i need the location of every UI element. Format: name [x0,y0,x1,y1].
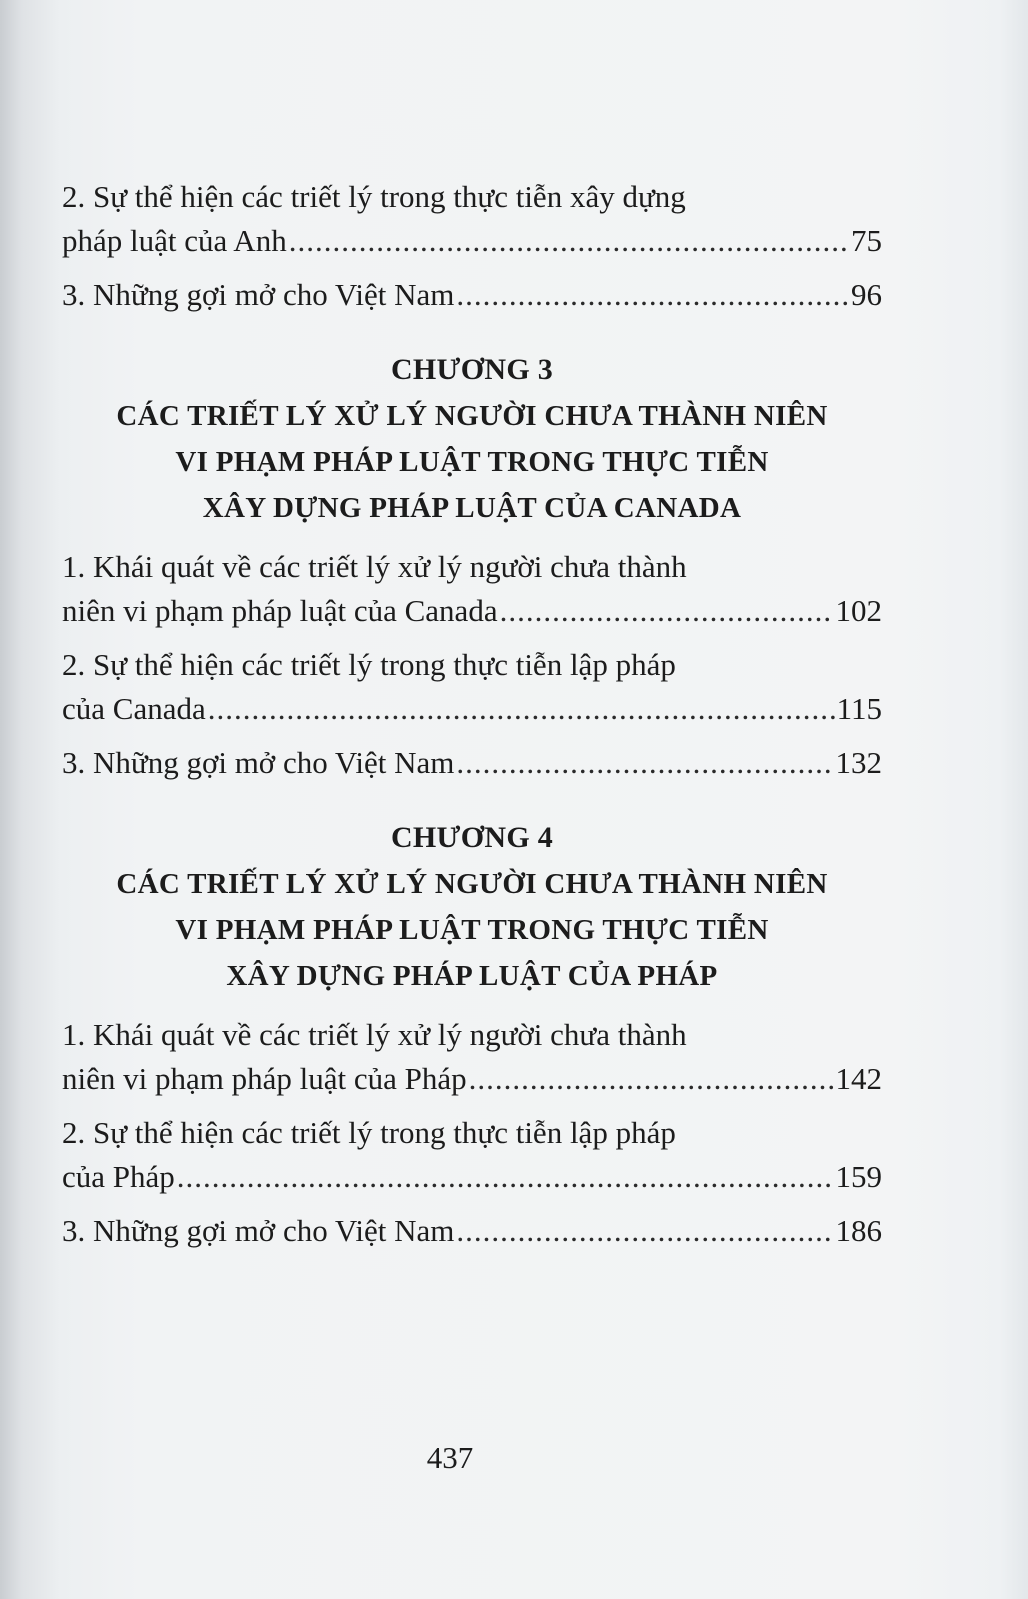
toc-leader-dots [208,687,835,731]
toc-entry [62,1111,882,1199]
toc-entry-text: của Pháp [62,1159,175,1194]
toc-page-number: 142 [835,1061,882,1096]
toc-page-number: 186 [835,1213,882,1248]
toc-page-number: 102 [835,593,882,628]
toc-entry-text: 3. Những gợi mở cho Việt Nam [62,1213,455,1248]
toc-entry [62,175,882,263]
toc-page-number: 96 [851,277,882,312]
toc-entry-text: 3. Những gợi mở cho Việt Nam [62,745,455,780]
toc-entry [62,545,882,633]
toc-continuation [62,175,882,317]
chapter-title-line: XÂY DỰNG PHÁP LUẬT CỦA CANADA [202,492,742,524]
toc-entry [62,741,882,785]
table-of-contents [62,175,882,1263]
toc-page-number: 75 [851,223,882,258]
toc-entry [62,1209,882,1253]
toc-page-number: 132 [835,745,882,780]
toc-entry-line: 1. Khái quát về các triết lý xử lý người chưa thành [62,549,687,584]
toc-entry-text: của Canada [62,691,206,726]
toc-entry-text: pháp luật của Anh [62,223,287,258]
chapter-label: CHƯƠNG 4 [390,821,554,854]
toc-entry-line: 1. Khái quát về các triết lý xử lý người chưa thành [62,1017,687,1052]
chapter-heading [62,815,882,999]
page-number: 437 [426,1440,474,1475]
chapter-label: CHƯƠNG 3 [390,353,554,386]
chapter-title-line: CÁC TRIẾT LÝ XỬ LÝ NGƯỜI CHƯA THÀNH NIÊN [116,868,828,900]
toc-entry-text: niên vi phạm pháp luật của Pháp [62,1061,467,1096]
chapter-3-section [62,347,882,785]
toc-entry [62,1013,882,1101]
chapter-title-line: VI PHẠM PHÁP LUẬT TRONG THỰC TIỄN [175,446,769,478]
toc-leader-dots [500,589,834,633]
chapter-4-section [62,815,882,1253]
toc-leader-dots [469,1057,834,1101]
chapter-title-line: VI PHẠM PHÁP LUẬT TRONG THỰC TIỄN [175,914,769,946]
toc-entry-line: 2. Sự thể hiện các triết lý trong thực tiễn xây dựng [62,179,686,214]
toc-leader-dots [456,273,849,317]
chapter-heading [62,347,882,531]
toc-leader-dots [177,1155,834,1199]
chapter-title-line: XÂY DỰNG PHÁP LUẬT CỦA PHÁP [226,960,718,992]
toc-entry-line: 2. Sự thể hiện các triết lý trong thực tiễn lập pháp [62,647,676,682]
toc-leader-dots [456,1209,833,1253]
toc-page-number: 159 [835,1159,882,1194]
chapter-title-line: CÁC TRIẾT LÝ XỬ LÝ NGƯỜI CHƯA THÀNH NIÊN [116,400,828,432]
toc-entry-line: 2. Sự thể hiện các triết lý trong thực tiễn lập pháp [62,1115,676,1150]
toc-page-number: 115 [836,691,882,726]
toc-entry-text: niên vi phạm pháp luật của Canada [62,593,498,628]
toc-entry [62,273,882,317]
toc-entry-text: 3. Những gợi mở cho Việt Nam [62,277,455,312]
toc-leader-dots [456,741,833,785]
toc-entry [62,643,882,731]
toc-leader-dots [289,219,849,263]
